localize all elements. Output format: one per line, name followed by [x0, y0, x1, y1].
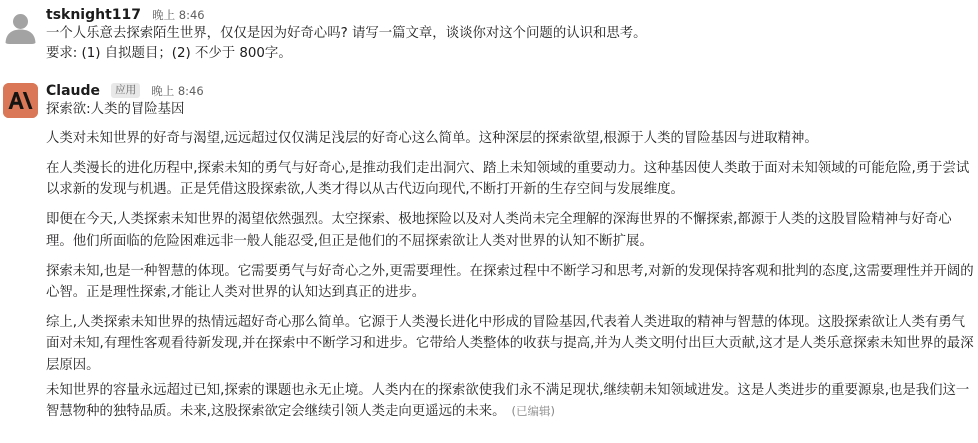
edited-label: (已编辑): [511, 404, 556, 419]
essay-paragraph-text: 未知世界的容量永远超过已知,探索的课题也永无止境。人类内在的探索欲使我们永不满足现状,继续朝未知领域进发。这是人类进步的重要源泉,也是我们这一智慧物种的独特品质。未来,这股探索欲定会继续引领人类走向更遥远的未来。: [46, 383, 970, 420]
essay-paragraph-last: [46, 380, 974, 423]
bot-message: [0, 80, 978, 443]
message-timestamp[interactable]: 晚上 8:46: [151, 84, 204, 98]
essay-paragraph: 人类对未知世界的好奇与渴望,远远超过仅仅满足浅层的好奇心这么简单。这种深层的探索欲望,根源于人类的冒险基因与进取精神。: [46, 131, 818, 146]
essay-paragraph: 综上,人类探索未知世界的热情远超好奇心那么简单。它源于人类漫长进化中形成的冒险基因,代表着人类进取的精神与智慧的体现。这股探索欲让人类有勇气面对未知,有理性客观看待新发现,并在探索中不断学习和进步。它带给人类整体的收获与提高,并为人类文明付出巨大贡献,这才是人类乐意探索未知世界的最深层原因。: [46, 314, 974, 373]
app-badge: 应用: [111, 83, 140, 98]
user-message-line: 要求: (1) 自拟题目；(2) 不少于 800字。: [46, 46, 292, 61]
essay-title: 探索欲:人类的冒险基因: [46, 102, 185, 117]
bot-message-header: [46, 80, 974, 100]
user-message-header: [46, 4, 974, 24]
message-timestamp[interactable]: 晚上 8:46: [152, 8, 205, 22]
bot-message-content: [46, 80, 974, 431]
essay-paragraph: 即便在今天,人类探索未知世界的渴望依然强烈。太空探索、极地探险以及对人类尚未完全理解的深海世界的不懈探索,都源于人类的这股冒险精神与好奇心理。他们所面临的危险困难远非一般人能忍受,但正是他们的不屈探索欲让人类对世界的认知不断扩展。: [46, 212, 952, 249]
user-message: [0, 4, 978, 80]
default-user-avatar-icon[interactable]: [3, 9, 38, 44]
user-message-line: 一个人乐意去探索陌生世界，仅仅是因为好奇心吗? 请写一篇文章，谈谈你对这个问题的认识和思考。: [46, 26, 647, 41]
sender-name[interactable]: tsknight117: [46, 7, 142, 23]
sender-name[interactable]: Claude: [46, 83, 101, 99]
user-message-content: [46, 4, 974, 64]
anthropic-logo-icon[interactable]: [3, 83, 38, 118]
essay-paragraph: 探索未知,也是一种智慧的体现。它需要勇气与好奇心之外,更需要理性。在探索过程中不断学习和思考,对新的发现保持客观和批判的态度,这需要理性并开阔的心智。正是理性探索,才能让人类对世界的认知达到真正的进步。: [46, 263, 974, 300]
essay-paragraph: 在人类漫长的进化历程中,探索未知的勇气与好奇心,是推动我们走出洞穴、踏上未知领域的重要动力。这种基因使人类敢于面对未知领域的可能危险,勇于尝试以求新的发现与机遇。正是凭借这股探索欲,人类才得以从古代迈向现代,不断打开新的生存空间与发展维度。: [46, 160, 970, 198]
